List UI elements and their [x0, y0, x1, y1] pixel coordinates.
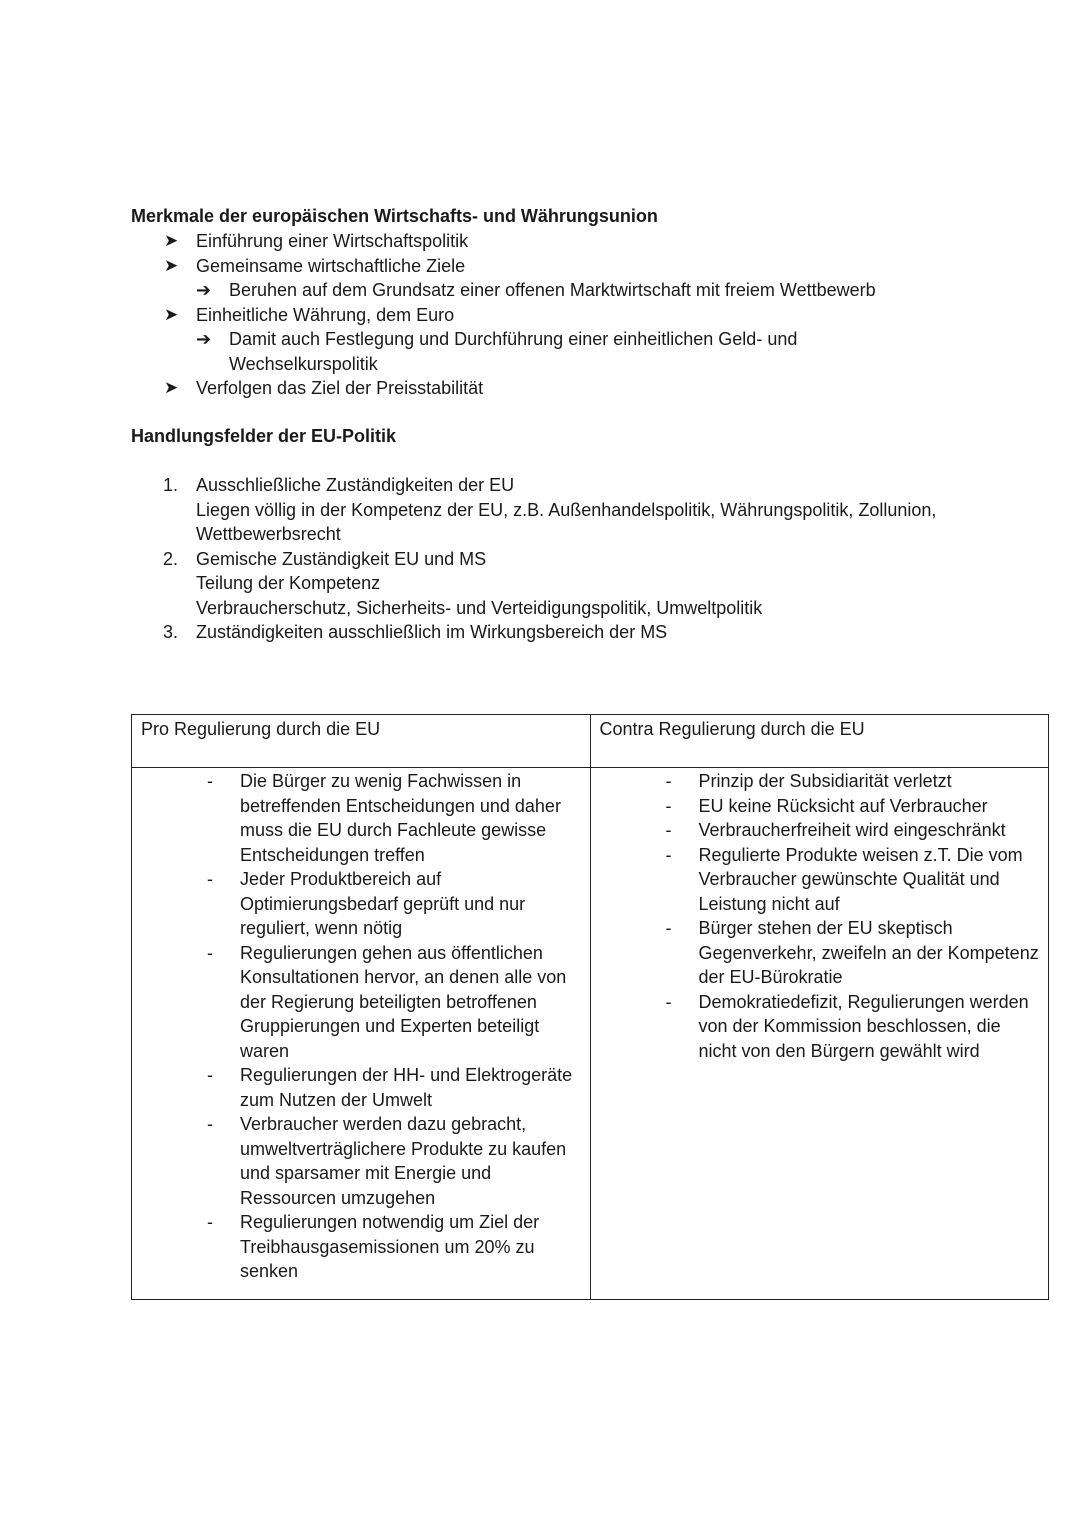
arrow-right-icon: ➔	[196, 280, 212, 300]
list-item: - Verbraucher werden dazu gebracht, umweltverträglichere Produkte zu kaufen und sparsamer mit Energie und Ressourcen umzugehen	[207, 1114, 567, 1208]
pro-header: Pro Regulierung durch die EU	[132, 715, 591, 768]
list-item: - Regulierungen notwendig um Ziel der Treibhausgasemissionen um 20% zu senken	[207, 1212, 540, 1281]
list-item: - Demokratiedefizit, Regulierungen werden von der Kommission beschlossen, die nicht von den Bürgern gewählt wird	[665, 991, 1029, 1061]
bullet-arrowhead-icon: ➤	[164, 231, 179, 250]
section-heading-wwu: Merkmale der europäischen Wirtschafts- und Währungsunion	[131, 206, 658, 226]
section-heading-handlungsfelder: Handlungsfelder der EU-Politik	[131, 426, 397, 446]
list-item: - Die Bürger zu wenig Fachwissen in betreffenden Entscheidungen und daher muss die EU durch Fachleute gewisse Entscheidungen treffen	[207, 771, 561, 865]
pro-list	[132, 769, 590, 1284]
arrow-right-icon: ➔	[196, 329, 212, 349]
bullet-arrowhead-icon: ➤	[164, 378, 179, 397]
list-item: - Jeder Produktbereich auf Optimierungsbedarf geprüft und nur reguliert, wenn nötig	[207, 869, 526, 938]
bullet-arrowhead-icon: ➤	[164, 255, 179, 275]
list-item: - Bürger stehen der EU skeptisch Gegenverkehr, zweifeln an der Kompetenz der EU-Bürokratie	[665, 918, 1039, 987]
list-item: - Regulierte Produkte weisen z.T. Die vom Verbraucher gewünschte Qualität und Leistung nicht auf	[665, 844, 1023, 914]
table-row	[132, 768, 1049, 1300]
pro-contra-table	[131, 714, 1049, 1300]
table-header-row	[132, 715, 1049, 768]
list-item: - Prinzip der Subsidiarität verletzt	[665, 771, 952, 791]
list-item: - Regulierungen gehen aus öffentlichen Konsultationen hervor, an denen alle von der Regierung beteiligten betroffenen Gruppierungen und Experten beteiligt waren	[207, 942, 567, 1061]
list-item: - EU keine Rücksicht auf Verbraucher	[665, 795, 988, 816]
document-page: Merkmale der europäischen Wirtschafts- und Währungsunion ➤ Einführung einer Wirtschaftspolitik ➤ Gemeinsame wirtschaftliche Ziele ➔ Beruhen auf dem Grundsatz einer offenen Marktwirtschaft mit freiem Wettbewerb ➤ Einheitliche Währung, dem Euro ➔ Damit auch Festlegung und Durchführung einer einheitlichen Geld- und Wechselkurspolitik ➤ Verfolgen das Ziel der Preisstabilität Handlungsfelder der EU-Politik 1. Ausschließliche Zuständigkeiten der EU Liegen völlig in der Kompetenz der EU, z.B. Außenhandelspolitik, Währungspolitik, Zollunion, Wettbewerbsrecht 2. Gemische Zuständigkeit EU und MS Teilung der Kompetenz Verbraucherschutz, Sicherheits- und Verteidigungspolitik, Umweltpolitik 3. Zuständigkeiten ausschließlich im Wirkungsbereich der MS Pro Regulierung durch die EU Contra Regulierung durch die EU - Die Bürger zu wenig Fachwissen in betreffenden Entscheidungen und daher muss die EU durch Fachleute gewisse Entscheidungen treffen - Jeder Produktbereich auf Optimierungsbedarf geprüft und nur reguliert, wenn nötig - Regulierungen gehen aus öffentlichen Konsultationen hervor, an denen alle von der Regierung beteiligten betroffenen Gruppierungen und Experten beteiligt waren - Regulierungen der HH- und Elektrogeräte zum Nutzen der Umwelt - Verbraucher werden dazu gebracht, umweltverträglichere Produkte zu kaufen und sparsamer mit Energie und Ressourcen umzugehen - Regulierungen notwendig um Ziel der Treibhausgasemissionen um 20% zu senken - Prinzip der Subsidiarität verletzt - EU keine Rücksicht auf Verbraucher - Verbraucherfreiheit wird eingeschränkt - Regulierte Produkte weisen z.T. Die vom Verbraucher gewünschte Qualität und Leistung nicht auf - Bürger stehen der EU skeptisch Gegenverkehr, zweifeln an der Kompetenz der EU-Bürokratie - Demokratiedefizit, Regulierungen werden von der Kommission beschlossen, die nicht von den Bürgern gewählt wird	[0, 0, 1080, 1527]
contra-cell	[590, 768, 1049, 1300]
bullet-arrowhead-icon: ➤	[164, 304, 179, 324]
contra-list	[591, 769, 1049, 1063]
list-item: - Verbraucherfreiheit wird eingeschränkt	[665, 820, 1006, 840]
pro-cell	[132, 768, 591, 1300]
list-item: - Regulierungen der HH- und Elektrogeräte zum Nutzen der Umwelt	[207, 1065, 573, 1110]
contra-header: Contra Regulierung durch die EU	[590, 715, 1049, 768]
